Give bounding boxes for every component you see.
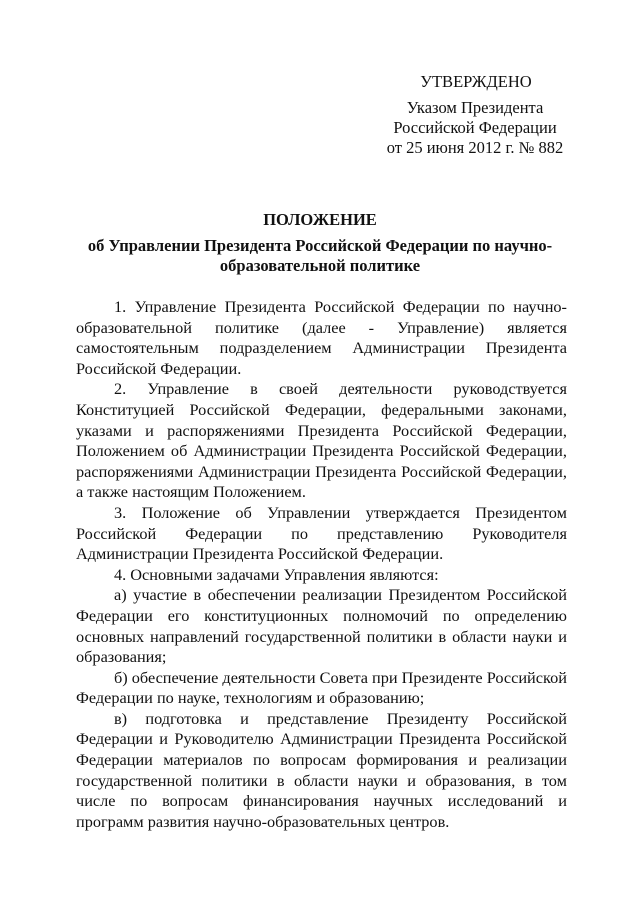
approval-basis	[360, 98, 590, 158]
body-line: распоряжениями Администрации Президента Российской Федерации,	[76, 461, 567, 481]
body-line: Федерации материалов по вопросам формирования и реализации	[76, 750, 567, 770]
body-line: Федерации по науке, технологиям и образованию;	[76, 688, 425, 708]
body-line: указами и распоряжениями Президента Российской Федерации,	[76, 420, 567, 440]
body-line: 4. Основными задачами Управления являются:	[114, 564, 439, 584]
body-line: Федерации его конституционных полномочий по определению	[76, 605, 567, 625]
body-line: Федерации и Руководителю Администрации Президента Российской	[76, 729, 567, 749]
body-line: числе по вопросам финансирования научных исследований и	[76, 791, 567, 811]
body-line: в) подготовка и представление Президенту Российской	[114, 708, 567, 728]
body-line: б) обеспечение деятельности Совета при Президенте Российской	[114, 667, 567, 687]
document-title: ПОЛОЖЕНИЕ	[263, 210, 377, 229]
body-line: а) участие в обеспечении реализации Президентом Российской	[114, 585, 567, 605]
body-line: Российской Федерации по представлению Руководителя	[76, 523, 567, 543]
body-line: 1. Управление Президента Российской Федерации по научно-	[114, 297, 567, 316]
document-body	[76, 297, 567, 832]
body-line: а также настоящим Положением.	[76, 482, 306, 502]
approval-line-2: Российской Федерации	[393, 118, 557, 137]
document-subtitle-line-2: образовательной политике	[219, 256, 421, 275]
approval-line-3: от 25 июня 2012 г. № 882	[386, 138, 564, 157]
document-heading	[70, 210, 570, 276]
body-line: Положением об Администрации Президента Российской Федерации,	[76, 441, 567, 461]
body-line: самостоятельным подразделением Администрации Президента	[76, 338, 567, 358]
body-line: государственной политики в области науки и образования, в том	[76, 770, 567, 790]
approval-line-1: Указом Президента	[406, 98, 544, 117]
body-line: программ развития научно-образовательных центров.	[76, 811, 450, 831]
body-line: 3. Положение об Управлении утверждается Президентом	[114, 502, 567, 522]
body-line: 2. Управление в своей деятельности руководствуется	[114, 379, 567, 399]
body-line: Российской Федерации.	[76, 358, 242, 378]
body-line: образовательной политике (далее - Управление) является	[76, 317, 567, 337]
document-subtitle-line-1: об Управлении Президента Российской Федерации по научно-	[87, 236, 553, 255]
body-line: Администрации Президента Российской Федерации.	[76, 544, 444, 564]
body-line: Конституцией Российской Федерации, федеральными законами,	[76, 399, 567, 419]
approved-label: УТВЕРЖДЕНО	[420, 72, 532, 91]
body-line: образования;	[76, 647, 167, 667]
body-line: основных направлений государственной политики в области науки и	[76, 626, 567, 646]
